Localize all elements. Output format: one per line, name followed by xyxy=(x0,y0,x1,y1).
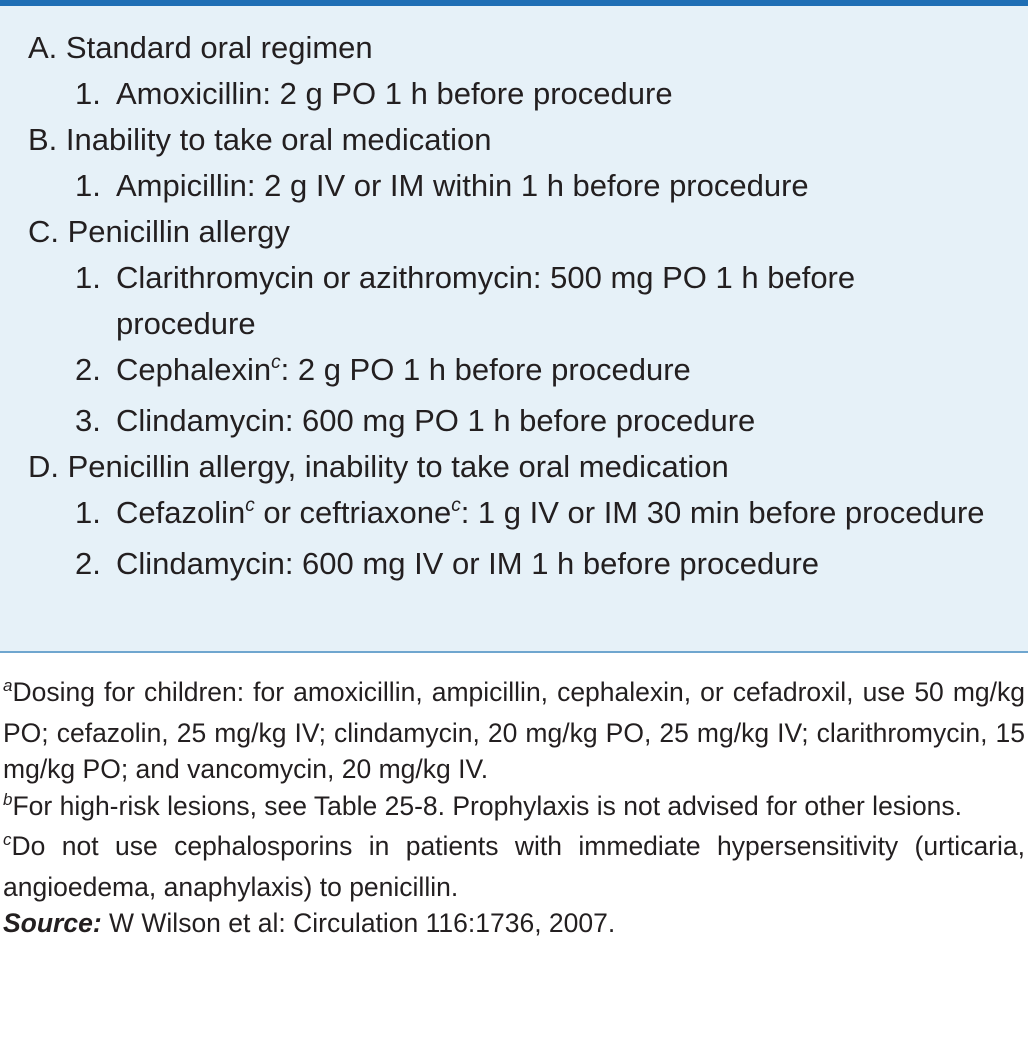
footnote-mark: c xyxy=(3,830,12,849)
regimen-item xyxy=(28,398,1018,444)
footnote-mark: a xyxy=(3,676,13,695)
source-line xyxy=(3,905,1025,942)
footnote-b xyxy=(3,788,1025,829)
item-number: 1. xyxy=(75,260,101,295)
dose-text: : 2 g PO 1 h before procedure xyxy=(280,352,691,387)
item-text: Ampicillin: 2 g IV or IM within 1 h before procedure xyxy=(116,168,809,203)
item-text: Clindamycin: 600 mg PO 1 h before procedure xyxy=(116,403,756,438)
section-title: B. Inability to take oral medication xyxy=(28,122,492,157)
section-c xyxy=(28,209,1018,444)
section-b xyxy=(28,117,1018,209)
footnote-ref: c xyxy=(451,495,461,516)
panel-bottom-rule xyxy=(0,651,1028,653)
footnote-a xyxy=(3,674,1025,788)
footnote-text: Dosing for children: for amoxicillin, ampicillin, cephalexin, or cefadroxil, use 50 mg/kg PO; cefazolin, 25 mg/kg IV; clindamycin, 20 mg/kg PO, 25 mg/kg IV; clarithromycin, 15 mg/kg PO; and vancomycin, 20 mg/kg IV. xyxy=(3,677,1025,784)
footnote-text: Do not use cephalosporins in patients with immediate hypersensitivity (urticaria, angioedema, anaphylaxis) to penicillin. xyxy=(3,831,1025,902)
regimen-item xyxy=(28,490,1018,541)
footnote-mark: b xyxy=(3,789,13,809)
section-title: D. Penicillin allergy, inability to take oral medication xyxy=(28,449,729,484)
regimen-item xyxy=(28,71,1018,117)
regimen-panel xyxy=(0,6,1028,651)
item-text xyxy=(116,347,1018,398)
item-text xyxy=(116,490,1018,541)
item-text: Clarithromycin or azithromycin: 500 mg PO 1 h before procedure xyxy=(116,260,856,341)
drug-name: Cefazolin xyxy=(116,495,246,530)
section-title: C. Penicillin allergy xyxy=(28,214,290,249)
section-a xyxy=(28,25,1018,117)
item-number: 1. xyxy=(75,168,101,203)
item-number: 1. xyxy=(75,495,101,530)
item-number: 3. xyxy=(75,403,101,438)
item-number: 2. xyxy=(75,546,101,581)
item-text: Amoxicillin: 2 g PO 1 h before procedure xyxy=(116,76,673,111)
dose-text: : 1 g IV or IM 30 min before procedure xyxy=(460,495,985,530)
footnote-ref: c xyxy=(271,352,281,373)
section-d xyxy=(28,444,1018,587)
item-number: 2. xyxy=(75,352,101,387)
item-text: Clindamycin: 600 mg IV or IM 1 h before procedure xyxy=(116,546,820,581)
regimen-item xyxy=(28,255,1018,347)
footnote-c xyxy=(3,828,1025,905)
section-title: A. Standard oral regimen xyxy=(28,30,373,65)
regimen-item xyxy=(28,163,1018,209)
footnotes xyxy=(3,674,1025,942)
regimen-item xyxy=(28,541,1018,587)
drug-name-alt: or ceftriaxone xyxy=(254,495,452,530)
drug-name: Cephalexin xyxy=(116,352,272,387)
regimen-list xyxy=(28,25,1018,587)
item-number: 1. xyxy=(75,76,101,111)
footnote-text: For high-risk lesions, see Table 25-8. Prophylaxis is not advised for other lesions. xyxy=(12,790,963,821)
source-text: W Wilson et al: Circulation 116:1736, 2007. xyxy=(101,908,616,938)
regimen-item xyxy=(28,347,1018,398)
source-label: Source: xyxy=(3,908,102,938)
footnote-ref: c xyxy=(245,495,255,516)
